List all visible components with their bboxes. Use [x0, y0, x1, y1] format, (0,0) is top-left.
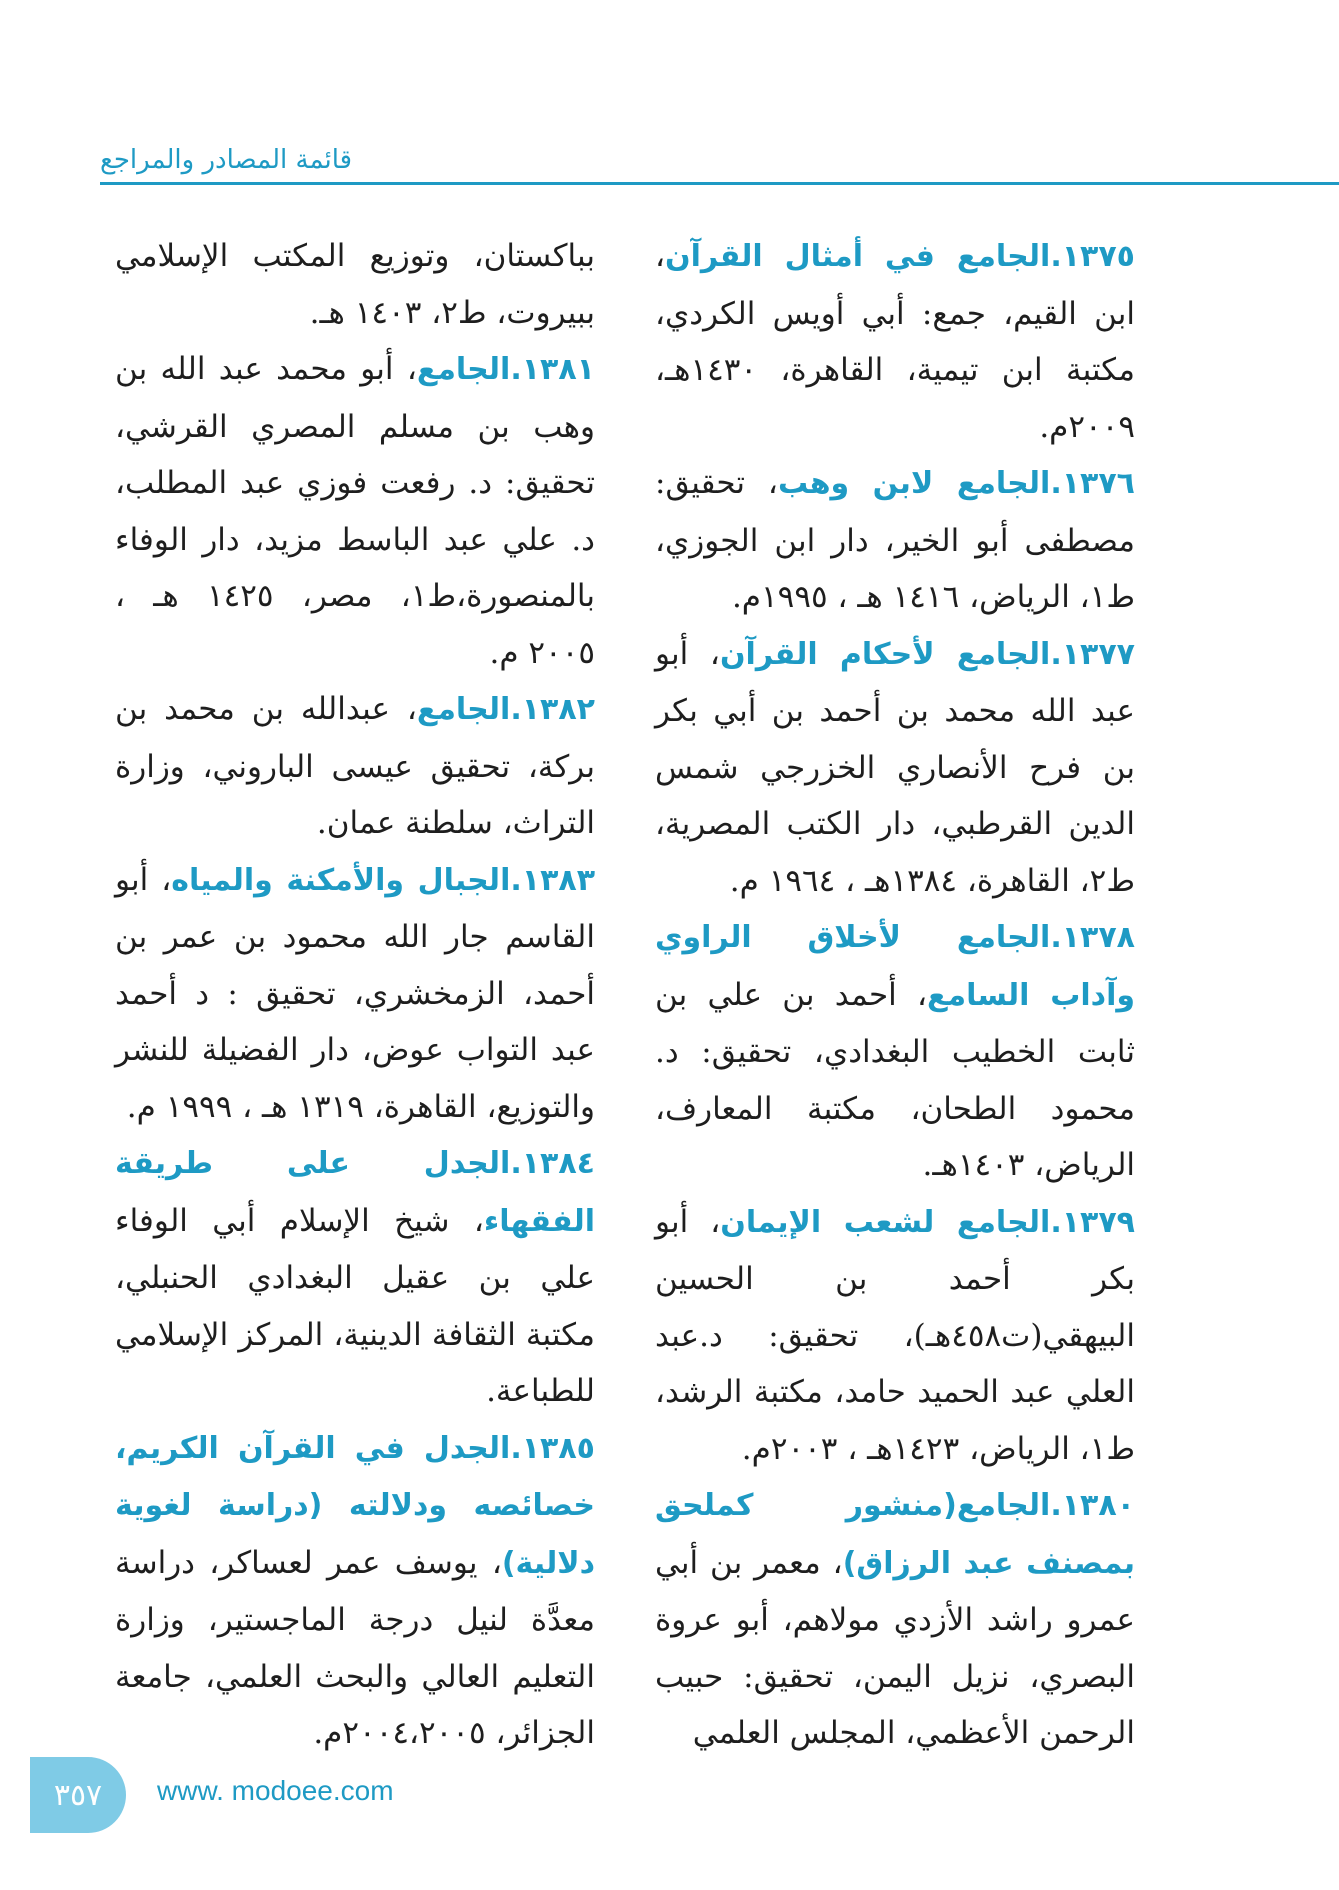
entry-number: ١٣٨١. — [510, 352, 595, 387]
website-url: www. modoee.com — [157, 1775, 394, 1806]
entry-title: الجامع — [416, 692, 511, 727]
entry-title: الجامع لشعب الإيمان — [720, 1204, 1051, 1240]
bibliography-entry — [655, 1477, 1135, 1762]
entry-title: الجامع لأخلاق الراوي وآداب السامع — [655, 920, 1135, 1013]
entry-details: ، أبو عبد الله محمد بن أحمد بن أبي بكر بن فرح الأنصاري الخزرجي شمس الدين القرطبي، دار الكتب المصرية، ط٢، القاهرة، ١٣٨٤هـ ، ١٩٦٤ م. — [655, 635, 1135, 899]
continued-entry-text: بباكستان، وتوزيع المكتب الإسلامي ببيروت، ط٢، ١٤٠٣ هـ. — [115, 238, 595, 331]
entry-title: الجدل في القرآن الكريم، خصائصه ودلالته (دراسة لغوية دلالية) — [115, 1430, 595, 1581]
bibliography-entry — [655, 1194, 1135, 1478]
entry-title: الجامع لأحكام القرآن — [719, 636, 1051, 672]
bibliography-entry — [655, 228, 1135, 455]
entry-number: ١٣٧٥. — [1050, 239, 1135, 274]
bibliography-entry — [655, 626, 1135, 910]
bibliography-entry — [655, 455, 1135, 626]
entry-number: ١٣٨٢. — [510, 692, 595, 727]
entry-details: ، يوسف عمر لعساكر، دراسة معدَّة لنيل درجة الماجستير، وزارة التعليم العالي والبحث العلمي، جامعة الجزائر، ٢٠٠٤،٢٠٠٥م. — [115, 1544, 595, 1751]
entry-number: ١٣٨٤. — [510, 1146, 595, 1181]
page-header — [0, 140, 1339, 184]
entry-details: ، أحمد بن علي بن ثابت الخطيب البغدادي، تحقيق: د. محمود الطحان، مكتبة المعارف، الرياض، ١٤٠٣هـ. — [655, 976, 1135, 1183]
entry-details: ، شيخ الإسلام أبي الوفاء علي بن عقيل البغدادي الحنبلي، مكتبة الثقافة الدينية، المركز الإسلامي للطباعة. — [115, 1202, 595, 1409]
bibliography-column-right — [655, 228, 1135, 1762]
entry-details: ، تحقيق: مصطفى أبو الخير، دار ابن الجوزي، ط١، الرياض، ١٤١٦ هـ ، ١٩٩٥م. — [655, 465, 1135, 615]
entry-number: ١٣٨٥. — [510, 1430, 595, 1466]
bibliography-entry — [115, 1420, 595, 1762]
entry-number: ١٣٧٨. — [1050, 920, 1135, 955]
entry-details: ، أبو القاسم جار الله محمود بن عمر بن أحمد، الزمخشري، تحقيق : د أحمد عبد التواب عوض، دار الفضيلة للنشر والتوزيع، القاهرة، ١٣١٩ هـ ، ١٩٩٩ م. — [115, 861, 595, 1125]
entry-details: ، ابن القيم، جمع: أبي أويس الكردي، مكتبة ابن تيمية، القاهرة، ١٤٣٠هـ، ٢٠٠٩م. — [655, 238, 1135, 445]
entry-number: ١٣٧٦. — [1050, 466, 1135, 501]
entry-details: ، عبدالله بن محمد بن بركة، تحقيق عيسى الباروني، وزارة التراث، سلطنة عمان. — [115, 691, 595, 841]
entry-title: الجامع لابن وهب — [777, 466, 1051, 501]
entry-number: ١٣٨٣. — [510, 862, 596, 898]
entry-details: ، أبو بكر أحمد بن الحسين البيهقي(ت٤٥٨هـ)، تحقيق: د.عبد العلي عبد الحميد حامد، مكتبة الرشد، ط١، الرياض، ١٤٢٣هـ ، ٢٠٠٣م. — [655, 1203, 1135, 1467]
bibliography-entry — [115, 852, 595, 1136]
entry-details: ، أبو محمد عبد الله بن وهب بن مسلم المصري القرشي، تحقيق: د. رفعت فوزي عبد المطلب، د. علي عبد الباسط مزيد، دار الوفاء بالمنصورة،ط١، مصر، ١٤٢٥ هـ ، ٢٠٠٥ م. — [115, 351, 595, 671]
header-divider — [100, 182, 1339, 185]
entry-number: ١٣٧٩. — [1050, 1204, 1135, 1240]
entry-details: ، معمر بن أبي عمرو راشد الأزدي مولاهم، أبو عروة البصري، نزيل اليمن، تحقيق: حبيب الرحمن الأعظمي، المجلس العلمي — [655, 1544, 1135, 1751]
page-footer — [0, 1757, 1339, 1835]
entry-number: ١٣٧٧. — [1050, 636, 1135, 672]
entry-title: الجامع(منشور كملحق بمصنف عبد الرزاق) — [655, 1488, 1135, 1581]
entry-title: الجامع في أمثال القرآن — [665, 239, 1051, 274]
running-header-title: قائمة المصادر والمراجع — [100, 145, 353, 175]
bibliography-entry — [655, 909, 1135, 1194]
page-number: ٣٥٧ — [30, 1757, 126, 1833]
entry-title: الجدل على طريقة الفقهاء — [115, 1146, 595, 1239]
bibliography-columns — [115, 228, 1135, 1762]
bibliography-entry — [115, 341, 595, 681]
bibliography-entry — [115, 1135, 595, 1420]
bibliography-entry — [115, 681, 595, 852]
entry-title: الجامع — [416, 352, 511, 387]
entry-title: الجبال والأمكنة والمياه — [171, 862, 511, 898]
entry-number: ١٣٨٠. — [1050, 1488, 1135, 1523]
bibliography-column-left — [115, 228, 595, 1762]
